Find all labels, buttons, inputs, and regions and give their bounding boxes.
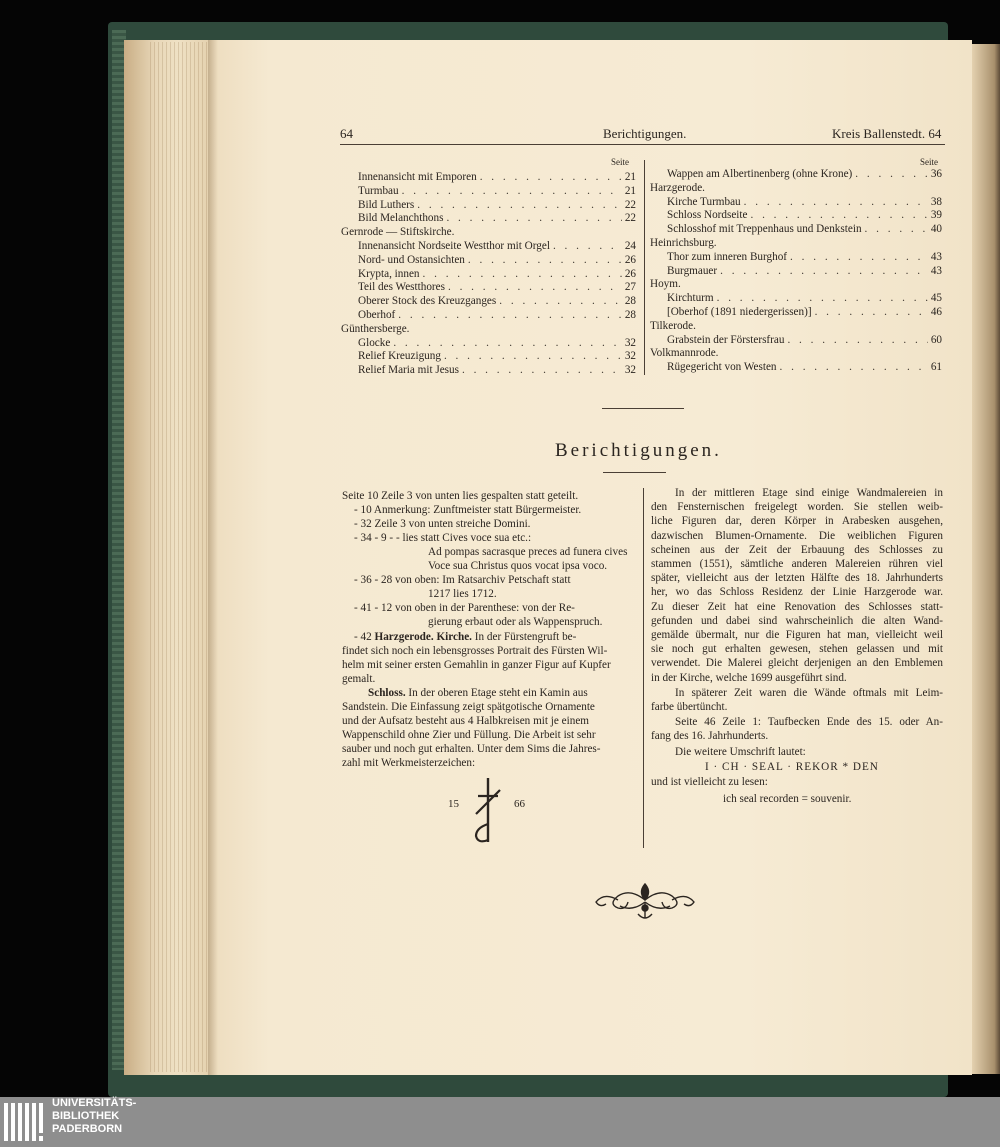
toc-entry-page: 39: [930, 209, 942, 222]
toc-entry: [667, 360, 942, 374]
schloss-line: Sandstein. Die Einfassung zeigt spätgotische Ornamente: [342, 701, 595, 713]
toc-leader-dots: [480, 170, 622, 184]
correction-42-heading: Harzgerode. Kirche.: [374, 631, 472, 643]
toc-entry: [667, 291, 942, 305]
correction-line: - 34 - 9 - - lies statt Cives voce sua etc.:: [354, 532, 532, 544]
toc-entry-title: Innenansicht mit Emporen: [358, 171, 477, 183]
toc-entry: [667, 167, 942, 181]
toc-leader-dots: [468, 253, 622, 267]
correction-42-line: helm mit seiner ersten Gemahlin in ganzer Figur auf Kupfer: [342, 659, 611, 671]
section-title: Berichtigungen.: [555, 440, 722, 461]
book-gutter: [972, 44, 1000, 1074]
toc-leader-dots: [446, 211, 621, 225]
correction-42-prefix: - 42: [354, 631, 375, 643]
toc-entry-title: Bild Melanchthons: [358, 212, 444, 225]
page-stack-lines: [150, 42, 210, 1072]
toc-entry-title: Burgmauer: [667, 264, 718, 277]
toc-entry: [667, 222, 942, 236]
toc-entry: [358, 280, 636, 294]
toc-leader-dots: [393, 336, 622, 350]
toc-column-divider: [644, 160, 645, 375]
toc-entry-title: Wappen am Albertinenberg (ohne Krone): [667, 168, 853, 180]
ornament-vignette-icon: [590, 878, 700, 924]
toc-leader-dots: [553, 239, 622, 253]
toc-entry-title: Bild Luthers: [358, 198, 415, 211]
toc-entry-page: 43: [930, 264, 942, 277]
wall-painting-line: liche Figuren dar, deren Körper in Arabesken ausgehen,: [651, 515, 943, 528]
toc-entry-page: 32: [624, 336, 636, 349]
toc-entry-page: 38: [930, 195, 942, 208]
toc-entry: [667, 208, 942, 222]
library-name-line: UNIVERSITÄTS-: [52, 1097, 137, 1109]
schloss-line: sauber und noch gut erhalten. Unter dem Sims die Jahres-: [342, 743, 601, 755]
toc-group-heading: Tilkerode.: [650, 319, 696, 332]
wall-painting-line: stammen (1551), sämtliche anderen Malereien rühren viel: [651, 558, 943, 570]
mark-year-left: 15: [448, 798, 459, 810]
toc-leader-dots: [417, 198, 622, 212]
toc-entry-page: 21: [624, 184, 636, 197]
wall-painting-line: Zu dieser Zeit hat eine Renovation des Schlosses statt-: [651, 600, 943, 613]
correction-line: - 41 - 12 von oben in der Parenthese: von der Re-: [354, 602, 575, 614]
toc-entry: [358, 170, 636, 184]
toc-left-seite-label: Seite: [611, 157, 629, 167]
toc-entry-page: 22: [624, 212, 636, 225]
toc-entry-title: Kirche Turmbau: [667, 195, 741, 208]
library-logo-icon: [4, 1101, 46, 1143]
toc-entry: [358, 198, 636, 212]
wall-painting-line: den Fensternischen freigelegt worden. Sie stellen weib-: [651, 501, 943, 514]
toc-group-heading: Hoym.: [650, 278, 681, 291]
toc-leader-dots: [444, 349, 622, 363]
toc-leader-dots: [448, 280, 622, 294]
toc-entry-title: Turmbau: [358, 184, 399, 197]
inscription: I · CH · SEAL · REKOR * DEN: [705, 761, 879, 773]
toc-entry-title: Oberer Stock des Kreuzganges: [358, 295, 497, 308]
toc-entry-title: Rügegericht von Westen: [667, 361, 777, 374]
toc-entry-title: Thor zum inneren Burghof: [667, 250, 788, 263]
toc-entry-page: 24: [624, 240, 636, 252]
toc-entry-title: Grabstein der Förstersfrau: [667, 333, 785, 346]
correction-42-line: findet sich noch ein lebensgrosses Portrait des Fürsten Wil-: [342, 645, 608, 657]
toc-leader-dots: [815, 305, 928, 319]
font-correction-line: Seite 46 Zeile 1: Taufbecken Ende des 15. oder An-: [675, 716, 943, 729]
correction-line: Voce sua Christus quos vocat ipsa voco.: [428, 560, 608, 572]
wall-painting-line: sie noch gut erhalten gewesen, stehen gelassen und mit: [651, 643, 943, 656]
header-rule: [340, 144, 945, 145]
correction-line: - 32 Zeile 3 von unten streiche Domini.: [354, 518, 531, 530]
toc-entry-title: Oberhof: [358, 309, 396, 321]
toc-entry: [358, 363, 636, 377]
toc-entry-page: 40: [930, 223, 942, 236]
toc-entry-page: 22: [624, 198, 636, 211]
wall-painting-line: später, vielleicht aus der letzten Hälfte des 18. Jahrhunderts: [651, 572, 943, 585]
font-correction-line: fang des 16. Jahrhunderts.: [651, 730, 769, 743]
page-shadow: [208, 40, 218, 1075]
schloss-text: In der oberen Etage steht ein Kamin aus: [405, 687, 588, 699]
toc-group-heading: Günthersberge.: [341, 322, 410, 335]
toc-entry-title: Innenansicht Nordseite Westthor mit Orgel: [358, 240, 550, 252]
later-period-line: farbe übertüncht.: [651, 701, 728, 713]
title-underline: [603, 472, 666, 473]
toc-entry-page: 43: [930, 250, 942, 263]
toc-entry-page: 60: [930, 333, 942, 346]
toc-entry-page: 21: [624, 171, 636, 183]
toc-entry-page: 26: [624, 267, 636, 280]
separator-rule: [602, 408, 684, 409]
left-page-number: 64: [340, 126, 353, 141]
wall-painting-line: In der mittleren Etage sind einige Wandmalereien in: [675, 487, 943, 499]
toc-entry-page: 46: [930, 306, 942, 318]
toc-entry: [667, 250, 942, 264]
toc-entry-title: Teil des Westthores: [358, 281, 445, 294]
toc-leader-dots: [402, 184, 622, 198]
correction-42-line: gemalt.: [342, 673, 376, 685]
library-name: [52, 1097, 136, 1136]
toc-group-heading: Volkmannrode.: [650, 347, 719, 360]
schloss-heading: Schloss.: [368, 687, 406, 699]
toc-entry-page: 45: [930, 292, 942, 305]
toc-entry: [358, 336, 636, 350]
toc-entry: [358, 239, 636, 253]
toc-entry-title: Glocke: [358, 336, 391, 349]
correction-line: Seite 10 Zeile 3 von unten lies gespalten statt geteilt.: [342, 490, 579, 502]
toc-entry-title: Kirchturm: [667, 292, 714, 305]
toc-entry-page: 27: [624, 281, 636, 294]
toc-entry: [358, 211, 636, 225]
later-period-line: In späterer Zeit waren die Wände oftmals mit Leim-: [675, 686, 943, 699]
toc-leader-dots: [462, 363, 622, 377]
mark-year-right: 66: [514, 798, 525, 810]
toc-leader-dots: [780, 360, 928, 374]
inscription-intro: und ist vielleicht zu lesen:: [651, 776, 768, 788]
toc-entry-title: [Oberhof (1891 niedergerissen)]: [667, 306, 812, 318]
inscription-reading: ich seal recorden = souvenir.: [723, 793, 852, 805]
library-footer: [0, 1097, 1000, 1147]
toc-entry: [667, 333, 942, 347]
toc-entry: [667, 305, 942, 319]
toc-group-heading: Harzgerode.: [650, 181, 705, 194]
toc-leader-dots: [855, 167, 928, 181]
toc-entry-page: 61: [930, 361, 942, 374]
correction-42-line: [354, 630, 576, 644]
toc-entry-page: 36: [930, 168, 942, 180]
wall-painting-line: gemälde übermalt, nur die Figuren hat man, vielleicht weil: [651, 629, 943, 641]
toc-leader-dots: [398, 308, 622, 322]
toc-entry-title: Nord- und Ostansichten: [358, 253, 465, 266]
library-name-line: BIBLIOTHEK: [52, 1110, 120, 1122]
toc-leader-dots: [787, 333, 927, 347]
toc-leader-dots: [744, 195, 928, 209]
toc-entry-page: 32: [624, 364, 636, 377]
toc-entry-title: Relief Kreuzigung: [358, 350, 441, 363]
toc-leader-dots: [790, 250, 928, 264]
toc-entry: [358, 253, 636, 267]
toc-entry-page: 28: [624, 295, 636, 308]
body-column-divider: [643, 488, 644, 848]
toc-leader-dots: [423, 267, 622, 281]
toc-group-heading: Gernrode — Stiftskirche.: [341, 226, 455, 239]
toc-entry-page: 32: [624, 350, 636, 363]
correction-line: Ad pompas sacrasque preces ad funera cives: [428, 546, 628, 558]
correction-line: - 10 Anmerkung: Zunftmeister statt Bürgermeister.: [354, 504, 582, 516]
wall-painting-line: verwendet. Die Malerei gleicht derjenigen an den Emblemen: [651, 657, 943, 670]
wall-painting-line: dazwischen Blumen-Ornamente. Die weiblichen Figuren: [651, 529, 943, 542]
toc-entry: [358, 308, 636, 322]
toc-entry: [667, 195, 942, 209]
toc-entry: [358, 294, 636, 308]
toc-leader-dots: [720, 264, 928, 278]
wall-painting-line: scheinen aus der Zeit der Erbauung des Schlosses zu: [651, 543, 943, 556]
inscription-label: Die weitere Umschrift lautet:: [675, 745, 806, 758]
schloss-line: [368, 686, 588, 700]
toc-group-heading: Heinrichsburg.: [650, 237, 717, 249]
wall-painting-line: in der Kirche, welche 1699 ausgeführt sind.: [651, 671, 847, 684]
toc-entry: [358, 349, 636, 363]
toc-entry: [358, 184, 636, 198]
toc-leader-dots: [750, 208, 927, 222]
correction-42-text: In der Fürstengruft be-: [471, 631, 577, 643]
schloss-line: und der Aufsatz besteht aus 4 Halbkreisen mit je einem: [342, 715, 589, 727]
toc-entry-title: Schloss Nordseite: [667, 209, 748, 222]
library-name-line: PADERBORN: [52, 1123, 123, 1135]
correction-line: gierung erbaut oder als Wappenspruch.: [428, 616, 603, 628]
wall-painting-line: gefunden und dabei sind wahrscheinlich die alten Wand-: [651, 614, 943, 627]
running-title: Berichtigungen.: [603, 126, 687, 141]
toc-leader-dots: [499, 294, 622, 308]
schloss-line: zahl mit Werkmeisterzeichen:: [342, 757, 476, 769]
schloss-line: Wappenschild ohne Zier und Füllung. Die Arbeit ist sehr: [342, 729, 596, 741]
toc-leader-dots: [717, 291, 928, 305]
running-right-title: Kreis Ballenstedt. 64: [832, 126, 942, 141]
toc-leader-dots: [865, 222, 928, 236]
toc-entry-page: 26: [624, 253, 636, 266]
mason-mark-icon: [466, 776, 506, 846]
toc-right-seite-label: Seite: [920, 157, 938, 167]
toc-entry-title: Krypta, innen: [358, 267, 420, 280]
correction-line: 1217 lies 1712.: [428, 588, 497, 600]
wall-painting-line: her, wo das Schloss Residenz der Linie Harzgerode war.: [651, 586, 943, 599]
toc-entry: [667, 264, 942, 278]
toc-entry-page: 28: [624, 309, 636, 321]
toc-entry-title: Relief Maria mit Jesus: [358, 364, 459, 377]
correction-line: - 36 - 28 von oben: Im Ratsarchiv Petschaft statt: [354, 574, 571, 586]
toc-entry: [358, 267, 636, 281]
toc-entry-title: Schlosshof mit Treppenhaus und Denkstein: [667, 223, 862, 236]
